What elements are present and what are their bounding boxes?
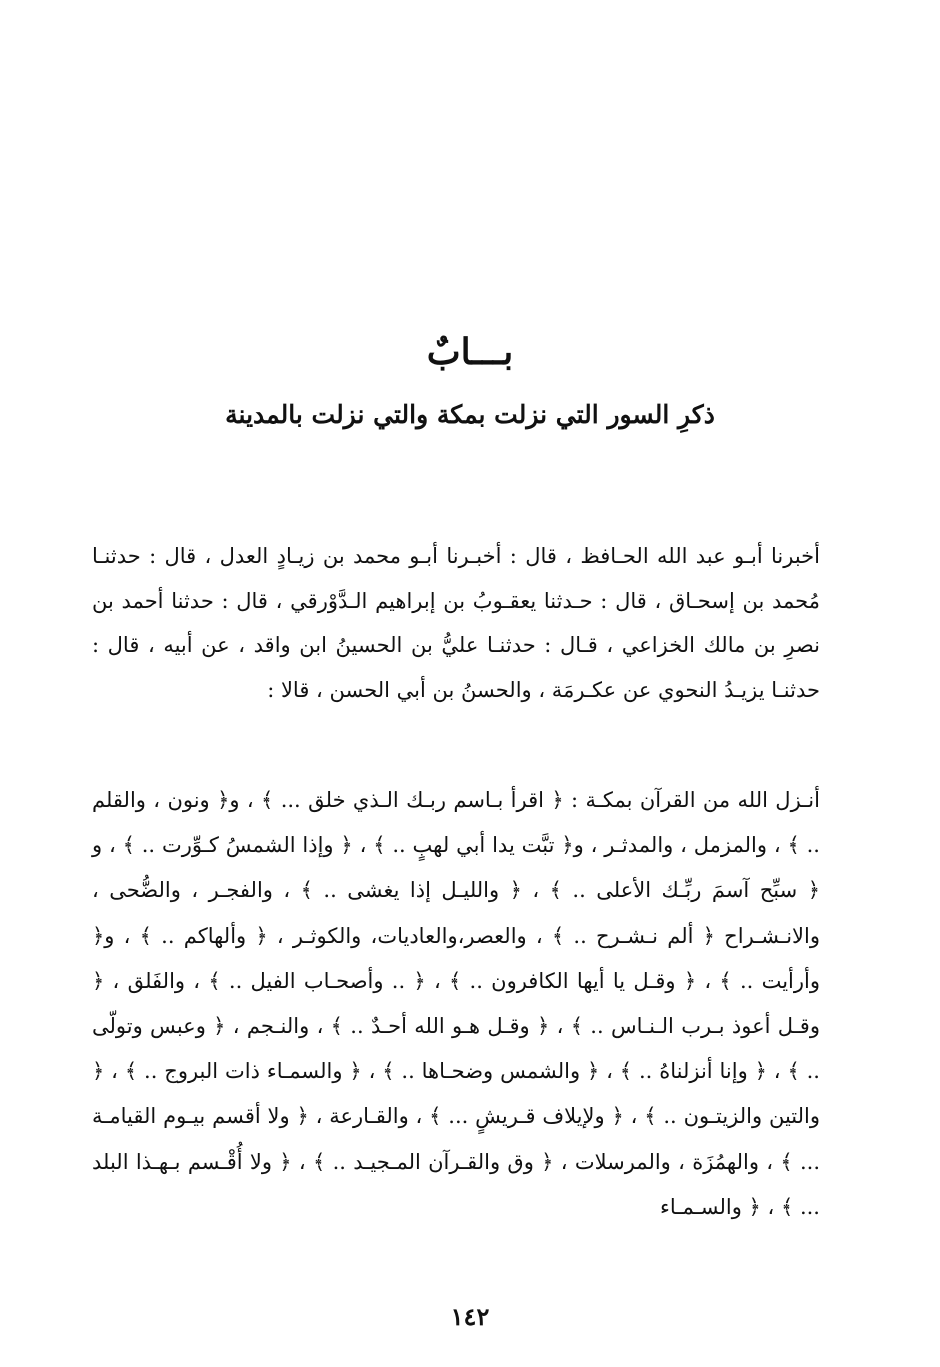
chapter-heading: بـــابٌ bbox=[426, 331, 514, 373]
chapter-subheading: ذكرِ السور التي نزلت بمكة والتي نزلت بالمدينة bbox=[225, 400, 715, 429]
isnad-paragraph: أخبرنا أبـو عبد الله الحـافظ ، قال : أخبـرنا أبـو محمد بن زيـادٍ العدل ، قال : حدثنـا مُحمد بن إسحـاق ، قال : حـدثنا يعقـوبُ بن إبراهيم الـدَّوْرقي ، قال : حدثنا أحمد بن نصرِ بن مالك الخزاعي ، قـال : حدثنـا عليُّ بن الحسينُ ابن واقد ، عن أبيه ، قال : حدثنـا يزيـدُ النحوي عن عكـرمَة ، والحسنُ بن أبي الحسن ، قالا : bbox=[92, 544, 820, 702]
page-number: ١٤٢ bbox=[450, 1302, 490, 1331]
meccan-surahs-paragraph: أنـزل الله من القرآن بمكـة : ﴿ اقرأ بـاسم ربـك الـذي خلق ... ﴾ ، و﴿ ونون ، والقلم .. ﴾ ، والمزمل ، والمدثـر ، و﴿ تبَّت يدا أبي لهبٍ .. ﴾ ، ﴿ وإذا الشمسُ كـوِّرت .. ﴾ ، و ﴿ سبِّح آسمَ ربِّـك الأعلى .. ﴾ ، ﴿ والليـل إذا يغشى .. ﴾ ، والفجـر ، والضُّحى ، والانـشـراح ﴿ ألم نـشـرح .. ﴾ ، والعصر،والعاديات، والكوثـر ، ﴿ وألهاكم .. ﴾ ، و﴿ وأرأيت .. ﴾ ، ﴿ وقـل يا أيها الكافرون .. ﴾ ، ﴿ .. وأصحـاب الفيل .. ﴾ ، والفَلق ، ﴿ وقـل أعوذ بـرب الـنـاس .. ﴾ ، ﴿ وقـل هـو الله أحـدٌ .. ﴾ ، والنـجم ، ﴿ وعبس وتولّى .. ﴾ ، ﴿ وإنا أنزلناهُ .. ﴾ ، ﴿ والشمس وضحـاها .. ﴾ ، ﴿ والسمـاء ذات البروج .. ﴾ ، ﴿ والتين والزيتـون .. ﴾ ، ﴿ ولإيلاف قـريشٍ ... ﴾ ، والقـارعة ، ﴿ ولا أقسم بيـوم القيامـة ... ﴾ ، والهمُزَة ، والمرسلات ، ﴿ وق والقـرآن المـجيـد .. ﴾ ، ﴿ ولا أُقْـسم بـهـذا البلد ... ﴾ ، ﴿ والسـمـاء bbox=[92, 788, 820, 1219]
